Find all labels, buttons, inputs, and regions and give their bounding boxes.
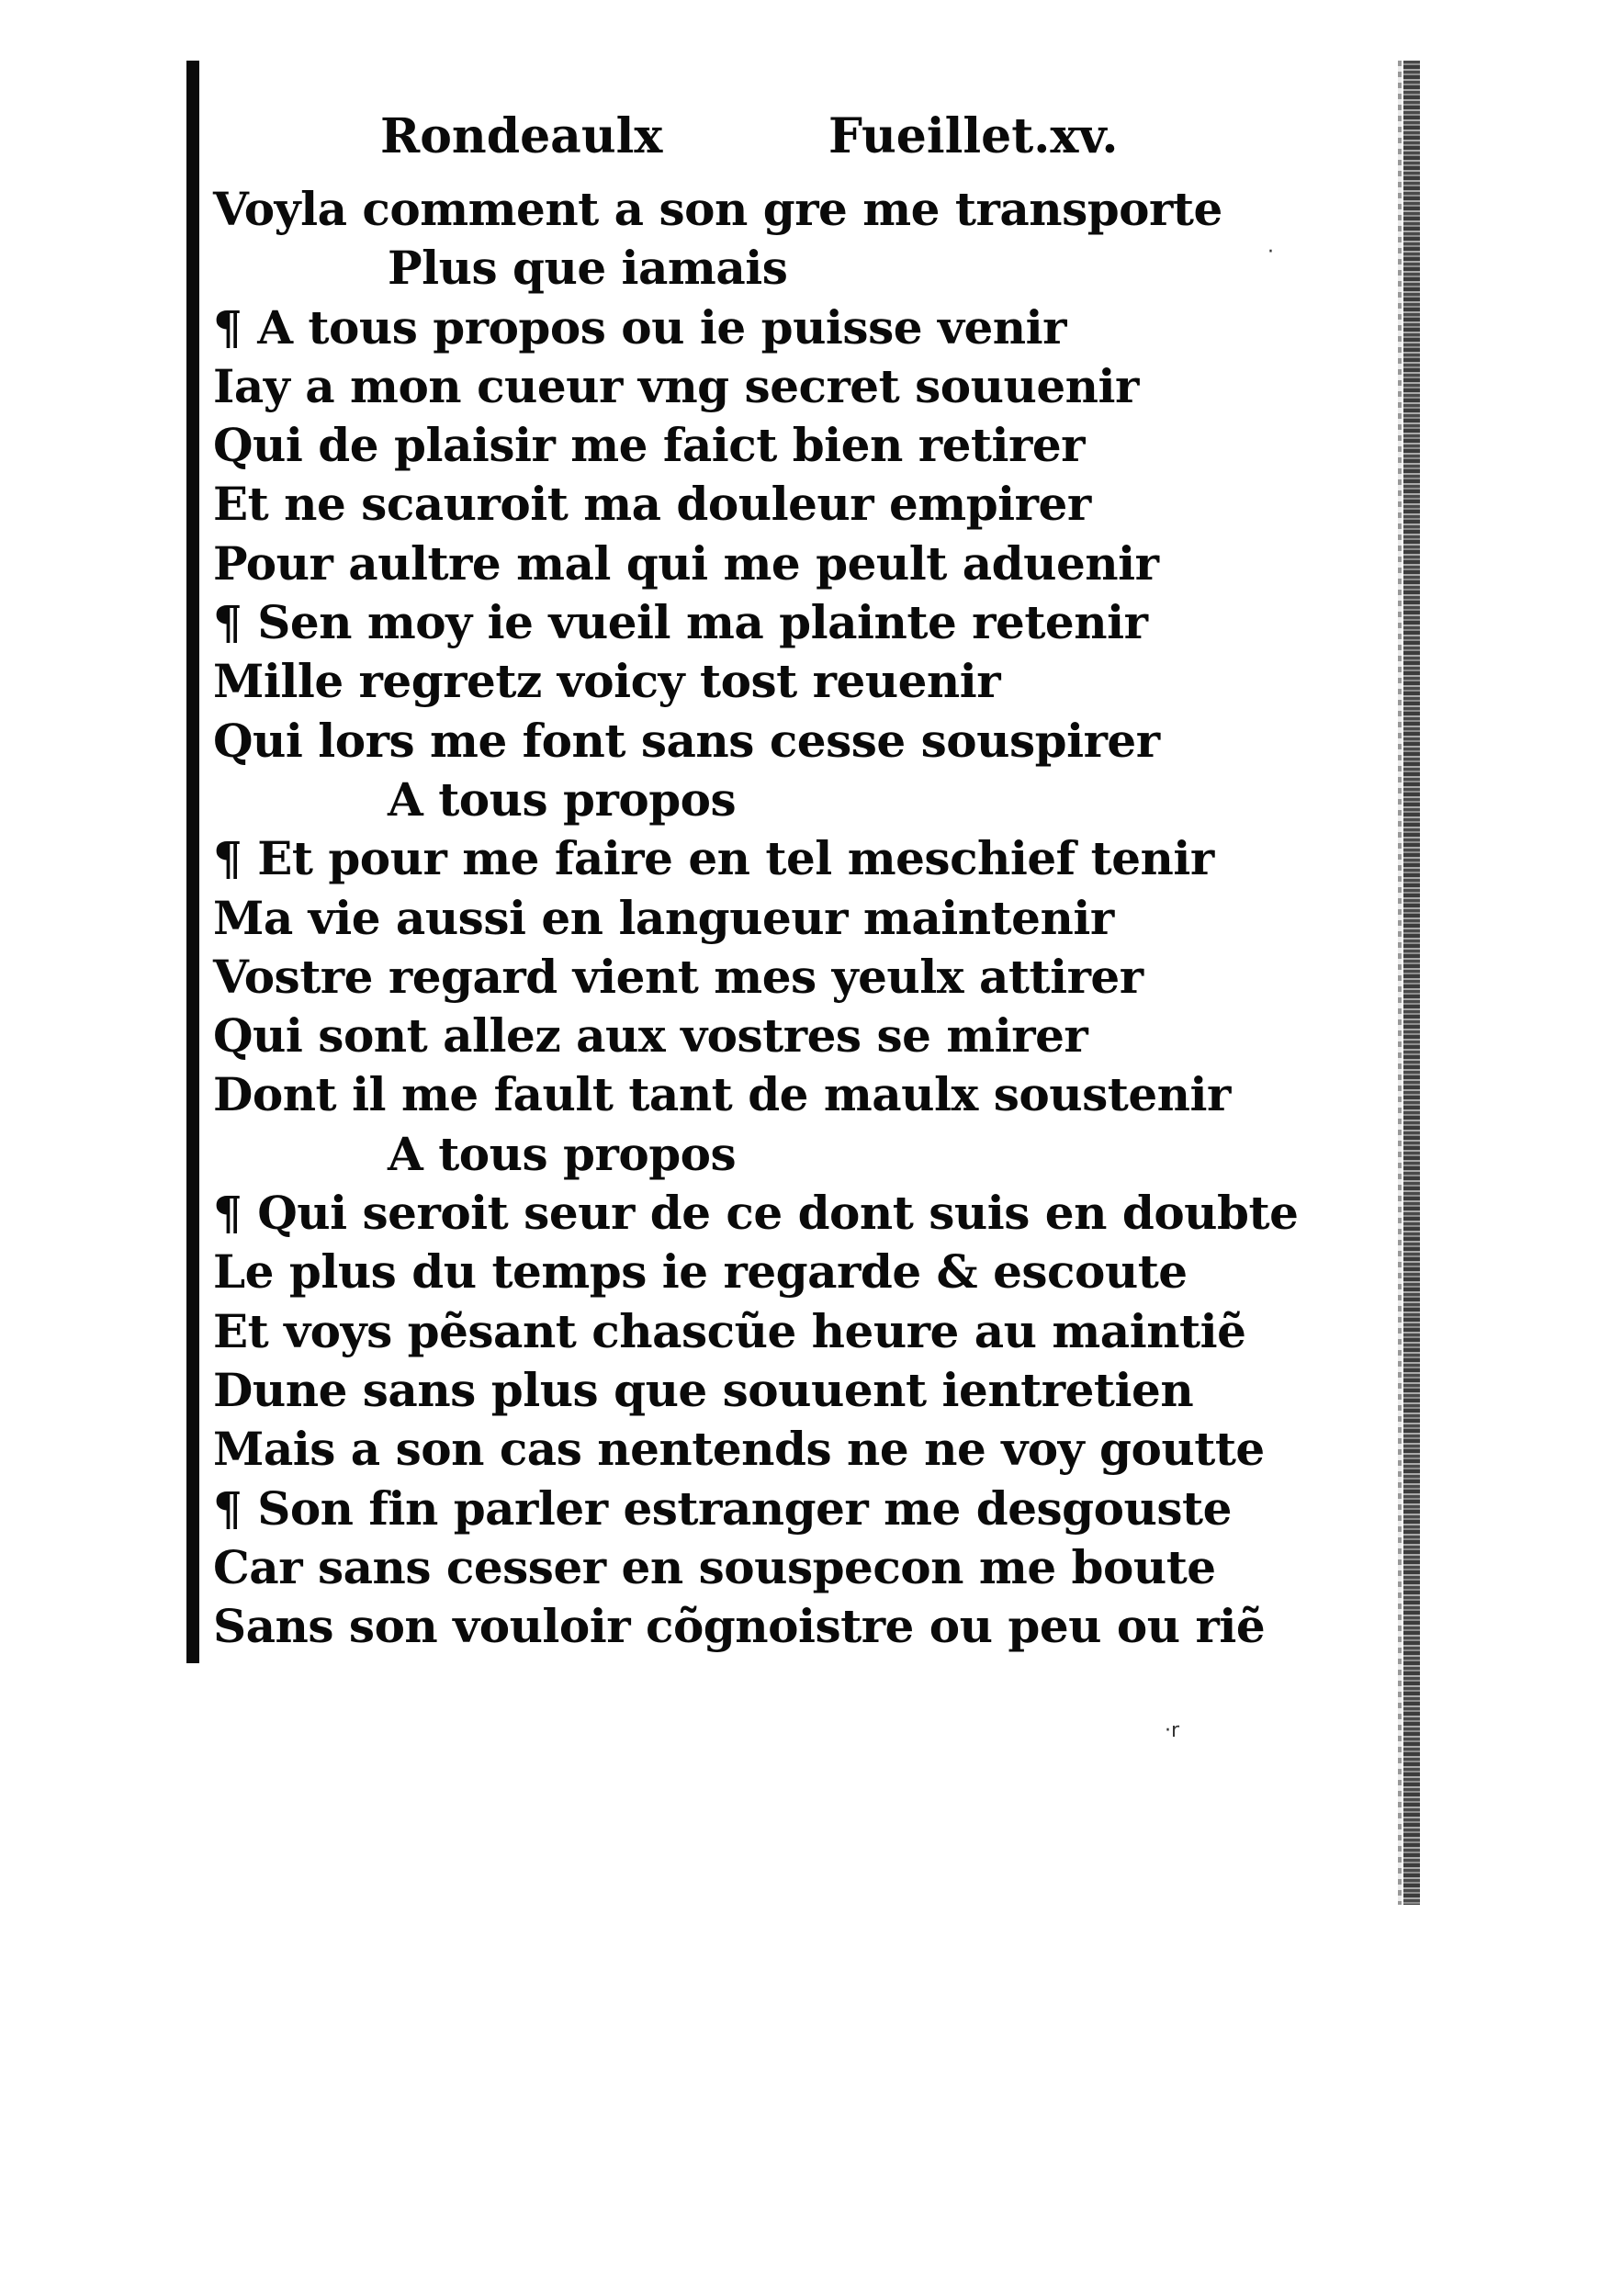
ink-speck: ·r <box>1165 1719 1180 1742</box>
verse-line: Pour aultre mal qui me peult aduenir <box>213 535 1159 591</box>
verse-line: Vostre regard vient mes yeulx attirer <box>213 949 1143 1004</box>
verse-line: Voyla comment a son gre me transporte <box>213 182 1222 236</box>
verse-line: Mais a son cas nentends ne ne voy goutte <box>213 1422 1265 1477</box>
refrain-line: A tous propos <box>388 771 737 827</box>
verse-line: Mille regretz voicy tost reuenir <box>213 654 1001 709</box>
text-block <box>213 108 1299 1656</box>
binding-shadow <box>186 61 199 1663</box>
verse-line: Qui de plaisir me faict bien retirer <box>213 418 1085 473</box>
ink-speck: · <box>1267 241 1274 264</box>
scan-edge <box>1403 61 1420 1905</box>
verse-line: Dune sans plus que souuent ientretien <box>213 1362 1194 1417</box>
page-header <box>213 108 1269 180</box>
scan-edge-inner <box>1398 61 1402 1905</box>
verse-line: Dont il me fault tant de maulx soustenir <box>213 1067 1231 1122</box>
verse-lines <box>213 180 1299 1656</box>
refrain-line: A tous propos <box>388 1126 737 1181</box>
verse-line: Et ne scauroit ma douleur empirer <box>213 477 1091 532</box>
refrain-line: Plus que iamais <box>388 241 788 296</box>
verse-line: Iay a mon cueur vng secret souuenir <box>213 358 1139 413</box>
verse-line: Le plus du temps ie regarde & escoute <box>213 1244 1188 1300</box>
verse-line: ¶ Qui seroit seur de ce dont suis en doubte <box>213 1186 1299 1241</box>
verse-line: Qui sont allez aux vostres se mirer <box>213 1008 1088 1064</box>
running-title: Rondeaulx <box>380 108 663 164</box>
verse-line: ¶ Son fin parler estranger me desgouste <box>213 1480 1232 1536</box>
folio-number: Fueillet.xv. <box>828 108 1119 164</box>
verse-line: ¶ Et pour me faire en tel meschief tenir <box>213 831 1214 886</box>
verse-line: Car sans cesser en souspecon me boute <box>213 1539 1216 1594</box>
verse-line: ¶ A tous propos ou ie puisse venir <box>213 299 1066 355</box>
verse-line: Et voys pẽsant chascũe heure au maintiẽ <box>213 1303 1246 1358</box>
verse-line: Ma vie aussi en langueur maintenir <box>213 890 1114 945</box>
verse-line: ¶ Sen moy ie vueil ma plainte retenir <box>213 595 1148 650</box>
verse-line: Qui lors me font sans cesse souspirer <box>213 713 1160 768</box>
verse-line: Sans son vouloir cõgnoistre ou peu ou riẽ <box>213 1599 1266 1654</box>
